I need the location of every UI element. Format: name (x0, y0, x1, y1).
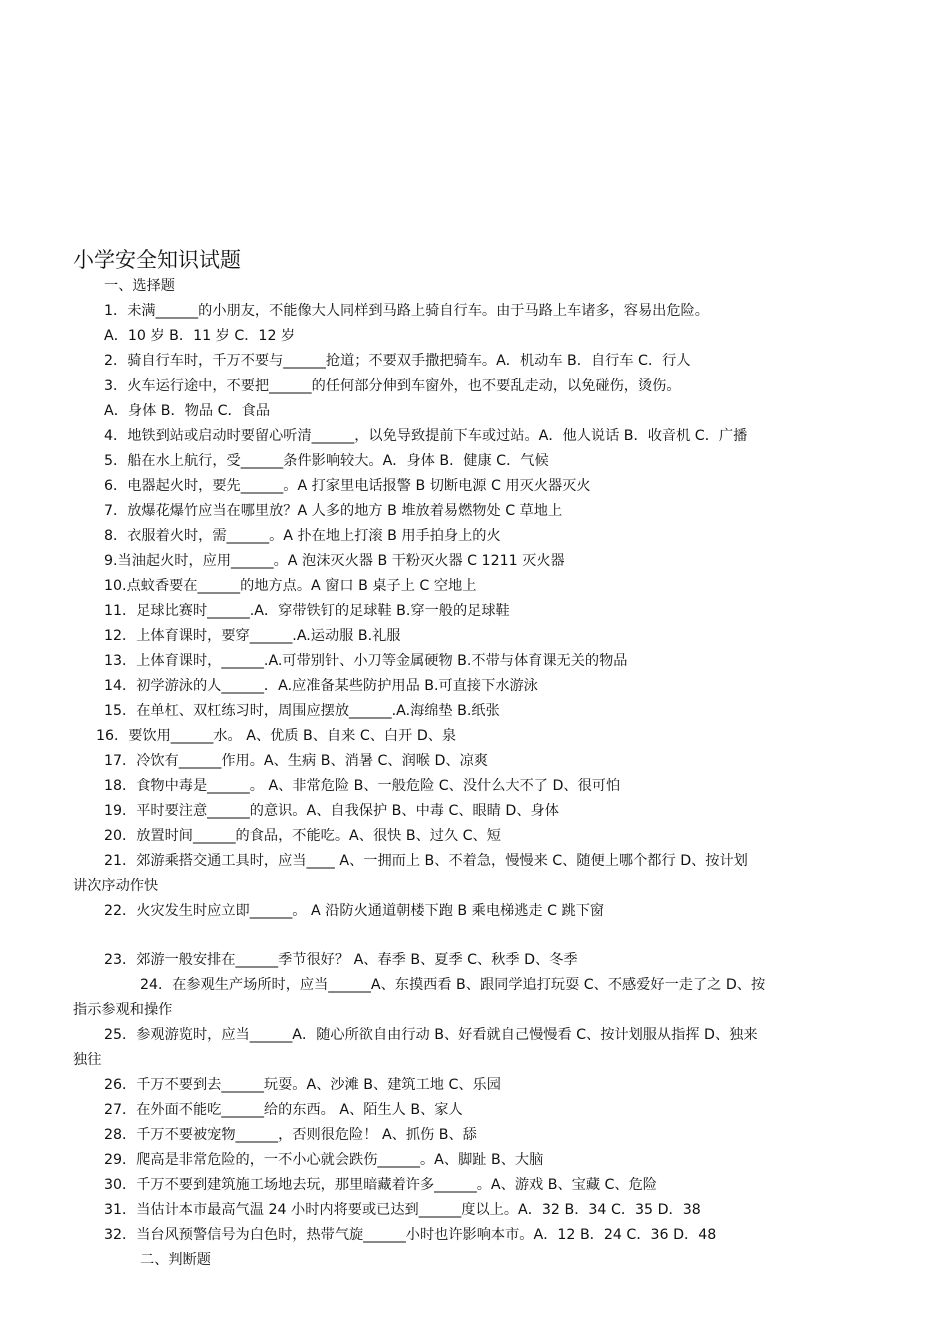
question-line: 25．参观游览时，应当______A．随心所欲自由行动 B、好看就自己慢慢看 C、按计划服从指挥 D、独来 (104, 1027, 758, 1043)
question-line: 26．千万不要到去______玩耍。A、沙滩 B、建筑工地 C、乐园 (104, 1077, 501, 1093)
question-line: 17．冷饮有______作用。A、生病 B、消暑 C、润喉 D、凉爽 (104, 753, 488, 769)
question-line: 10.点蚊香要在______的地方点。A 窗口 B 桌子上 C 空地上 (104, 578, 477, 594)
question-line: A．身体 B．物品 C．食品 (104, 403, 271, 419)
question-line: 11．足球比赛时______.A．穿带铁钉的足球鞋 B.穿一般的足球鞋 (104, 603, 510, 619)
question-line: 22．火灾发生时应立即______。 A 沿防火通道朝楼下跑 B 乘电梯逃走 C 跳下窗 (104, 903, 605, 919)
question-line: 28．千万不要被宠物______，否则很危险！ A、抓伤 B、舔 (104, 1127, 477, 1143)
question-line: 5．船在水上航行，受______条件影响较大。A．身体 B．健康 C．气候 (104, 453, 549, 469)
question-line: 24．在参观生产场所时，应当______A、东摸西看 B、跟同学追打玩耍 C、不感爱好一走了之 D、按 (140, 977, 766, 993)
question-line: 31．当估计本市最高气温 24 小时内将要或已达到______度以上。A．32 B．34 C．35 D．38 (104, 1202, 701, 1218)
question-line: 32．当台风预警信号为白色时，热带气旋______小时也许影响本市。A．12 B．24 C．36 D．48 (104, 1227, 717, 1243)
question-line: 8．衣服着火时，需______。A 扑在地上打滚 B 用手拍身上的火 (104, 528, 501, 544)
document-title: 小学安全知识试题 (73, 248, 241, 272)
question-line: 14．初学游泳的人______．A.应准备某些防护用品 B.可直接下水游泳 (104, 678, 538, 694)
question-line: 9.当油起火时，应用______。A 泡沫灭火器 B 干粉灭火器 C 1211 灭火器 (104, 553, 565, 569)
question-line: 19．平时要注意______的意识。A、自我保护 B、中毒 C、眼睛 D、身体 (104, 803, 559, 819)
question-line: 29．爬高是非常危险的，一不小心就会跌伤______。A、脚趾 B、大脑 (104, 1152, 544, 1168)
question-line: 7．放爆花爆竹应当在哪里放？A 人多的地方 B 堆放着易燃物处 C 草地上 (104, 503, 563, 519)
question-line: 20．放置时间______的食品，不能吃。A、很快 B、过久 C、短 (104, 828, 501, 844)
question-line: 12．上体育课时，要穿______.A.运动服 B.礼服 (104, 628, 401, 644)
question-line: 16．要饮用______水。 A、优质 B、自来 C、白开 D、泉 (96, 728, 457, 744)
question-line: 23．郊游一般安排在______季节很好？ A、春季 B、夏季 C、秋季 D、冬季 (104, 952, 578, 968)
question-line: 13．上体育课时，______.A.可带别针、小刀等金属硬物 B.不带与体育课无关的物品 (104, 653, 628, 669)
question-line: 讲次序动作快 (73, 878, 159, 894)
question-line: 27．在外面不能吃______给的东西。 A、陌生人 B、家人 (104, 1102, 463, 1118)
question-line: 独往 (73, 1052, 102, 1068)
question-line: 21．郊游乘搭交通工具时，应当____ A、一拥而上 B、不着急，慢慢来 C、随便上哪个都行 D、按计划 (104, 853, 748, 869)
question-line: A．10 岁 B．11 岁 C．12 岁 (104, 328, 296, 344)
question-line: 1．未满______的小朋友，不能像大人同样到马路上骑自行车。由于马路上车诸多，容易出危险。 (104, 303, 709, 319)
question-line: 指示参观和操作 (73, 1002, 173, 1018)
question-line: 2．骑自行车时，千万不要与______抢道；不要双手撒把骑车。A．机动车 B．自行车 C．行人 (104, 353, 691, 369)
question-line: 6．电器起火时，要先______。A 打家里电话报警 B 切断电源 C 用灭火器灭火 (104, 478, 591, 494)
question-line: 3．火车运行途中，不要把______的任何部分伸到车窗外，也不要乱走动，以免碰伤，烫伤。 (104, 378, 681, 394)
section-heading-choice: 一、选择题 (104, 278, 175, 294)
section-heading-judgement: 二、判断题 (140, 1252, 211, 1268)
question-line: 15．在单杠、双杠练习时，周围应摆放______.A.海绵垫 B.纸张 (104, 703, 500, 719)
question-line: 4．地铁到站或启动时要留心听清______，以免导致提前下车或过站。A．他人说话 B．收音机 C．广播 (104, 428, 748, 444)
question-line: 18．食物中毒是______。 A、非常危险 B、一般危险 C、没什么大不了 D、很可怕 (104, 778, 621, 794)
question-line: 30．千万不要到建筑施工场地去玩，那里暗藏着许多______。A、游戏 B、宝藏 C、危险 (104, 1177, 657, 1193)
